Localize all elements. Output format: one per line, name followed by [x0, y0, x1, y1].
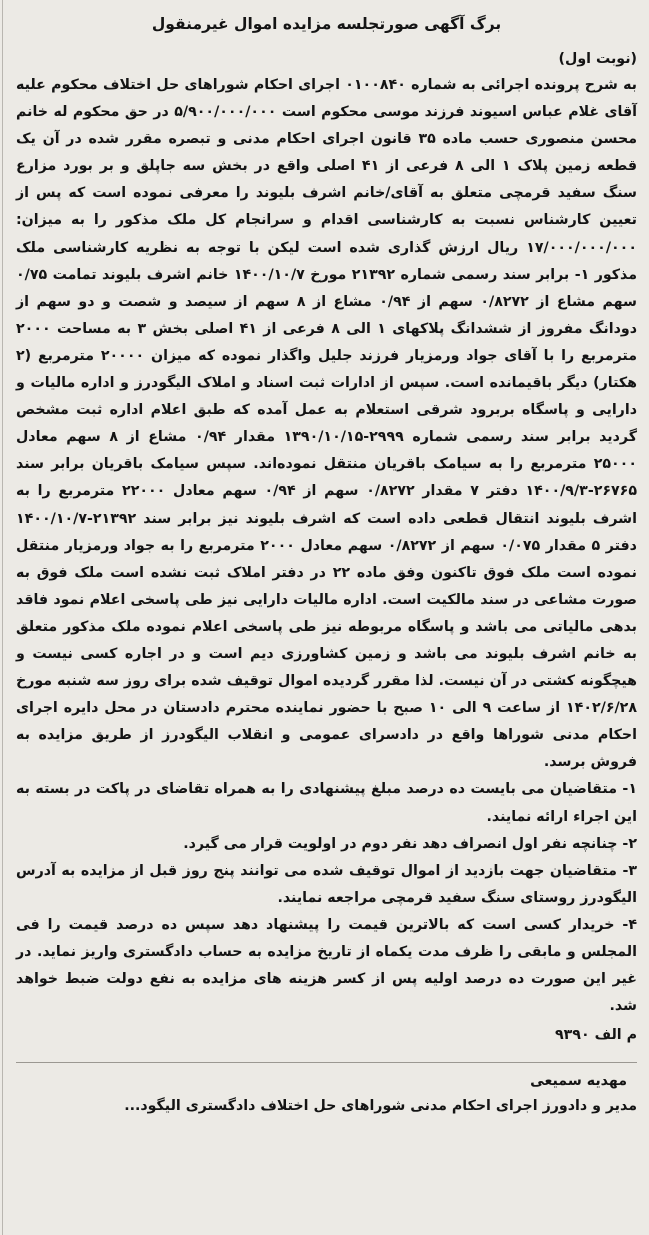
- condition-3: ۳- متقاضیان جهت بازدید از اموال توقیف شده می توانند پنج روز قبل از مزایده به آدرس الیگودرز روستای سنگ سفید قرمچی مراجعه نمایند.: [16, 862, 637, 906]
- signature-block: [16, 1062, 637, 1119]
- condition-1: ۱- متقاضیان می بایست ده درصد مبلغ پیشنهادی را به همراه تقاضای در پاکت در بسته به این اجراء ارائه نمایند.: [16, 781, 637, 825]
- condition-4: ۴- خریدار کسی است که بالاترین قیمت را پیشنهاد دهد سپس ده درصد قیمت را فی المجلس و مابقی را ظرف مدت یکماه از تاریخ مزایده به حساب دادگستری واریز نماید. در غیر این صورت ده درصد اولیه پس از کسر هزینه های مزایده به نفع دولت ضبط خواهد شد.: [16, 916, 637, 1015]
- reference-number: م الف ۹۳۹۰: [554, 1027, 637, 1044]
- notice-body: [16, 72, 637, 1020]
- condition-2: ۲- چنانچه نفر اول انصراف دهد نفر دوم در اولویت قرار می گیرد.: [183, 835, 637, 852]
- notice-turn: (نوبت اول): [558, 51, 637, 67]
- signatory-name: مهدیه سمیعی: [530, 1073, 627, 1090]
- notice-title: برگ آگهی صورتجلسه مزایده اموال غیرمنقول: [151, 15, 502, 33]
- page-edge-divider: [2, 0, 3, 1235]
- signatory-title: مدیر و دادورز اجرای احکام مدنی شوراهای حل اختلاف دادگستری الیگود...: [124, 1098, 637, 1115]
- body-paragraph-main: به شرح پرونده اجرائی به شماره ۰۱۰۰۸۴۰ اجرای احکام شوراهای حل اختلاف محکوم علیه آقای غلام عباس اسیوند فرزند موسی محکوم است ۵/۹۰۰/۰۰۰/۰۰۰ در حق محکوم له خانم محسن منصوری حسب ماده ۳۵ قانون اجرای احکام مدنی و تبصره مقرر شده در آن یک قطعه زمین پلاک ۱ الی ۸ فرعی از ۴۱ اصلی واقع در بخش سه جاپلق و بر بورد مزارع سنگ سفید قرمچی متعلق به آقای/خانم اشرف بلیوند را معرفی نموده است که پس از تعیین کارشناس نسبت به کارشناسی اقدام و سرانجام کل ملک مذکور را به میزان: ۱۷/۰۰۰/۰۰۰/۰۰۰ ریال ارزش گذاری شده است لیکن با توجه به نظریه کارشناسی ملک مذکور ۱- برابر سند رسمی شماره ۲۱۳۹۲ مورخ ۱۴۰۰/۱۰/۷ خانم اشرف بلیوند تمامت ۰/۷۵ سهم مشاع از ۰/۸۲۷۲ سهم از ۰/۹۴ مشاع از ۸ سهم از سیصد و شصت و دو سهم از دودانگ مفروز از ششدانگ پلاکهای ۱ الی ۸ فرعی از ۴۱ اصلی بخش ۳ به مساحت ۲۰۰۰ مترمربع را با آقای جواد ورمزیار فرزند جلیل واگذار نموده که میزان ۲۰۰۰۰ مترمربع (۲ هکتار) دیگر باقیمانده است. سپس از ادارات ثبت اسناد و املاک الیگودرز و اداره مالیات و دارایی و پاسگاه بربرود شرقی استعلام به عمل آمده که طبق اعلام اداره ثبت مشخص گردید برابر سند رسمی شماره ۲۹۹۹-۱۳۹۰/۱۰/۱۵ مقدار ۰/۹۴ مشاع از ۸ سهم معادل ۲۵۰۰۰ مترمربع را به سیامک باقریان منتقل نموده‌اند. سپس سیامک باقریان برابر سند ۲۶۷۶۵-۱۴۰۰/۹/۳ دفتر ۷ مقدار ۰/۸۲۷۲ سهم از ۰/۹۴ سهم معادل ۲۲۰۰۰ مترمربع را به اشرف بلیوند انتقال قطعی داده است که اشرف بلیوند نیز برابر سند ۲۱۳۹۲-۱۴۰۰/۱۰/۷ دفتر ۵ مقدار ۰/۰۷۵ سهم از ۰/۸۲۷۲ سهم معادل ۲۰۰۰ مترمربع را به جواد ورمزیار منتقل نموده است ملک فوق تاکنون وفق ماده ۲۲ در دفتر املاک ثبت نشده است ملک فوق به صورت مشاعی در سند مالکیت است. اداره مالیات دارایی نیز طی پاسخی اعلام نمود فاقد بدهی مالیاتی می باشد و پاسگاه مربوطه نیز طی پاسخی اعلام نموده ملک مذکور متعلق به خانم اشرف بلیوند می باشد و زمین کشاورزی دیم است و در اجاره کسی نیست و هیچگونه کشتی در آن نیست. لذا مقرر گردیده اموال توقیف شده برای روز سه شنبه مورخ ۱۴۰۲/۶/۲۸ از ساعت ۹ الی ۱۰ صبح با حضور نماینده محترم دادستان در محل دایره اجرای احکام مدنی شوراها واقع در دادسرای عمومی و انقلاب الیگودرز از طریق مزایده به فروش برسد.: [16, 77, 638, 771]
